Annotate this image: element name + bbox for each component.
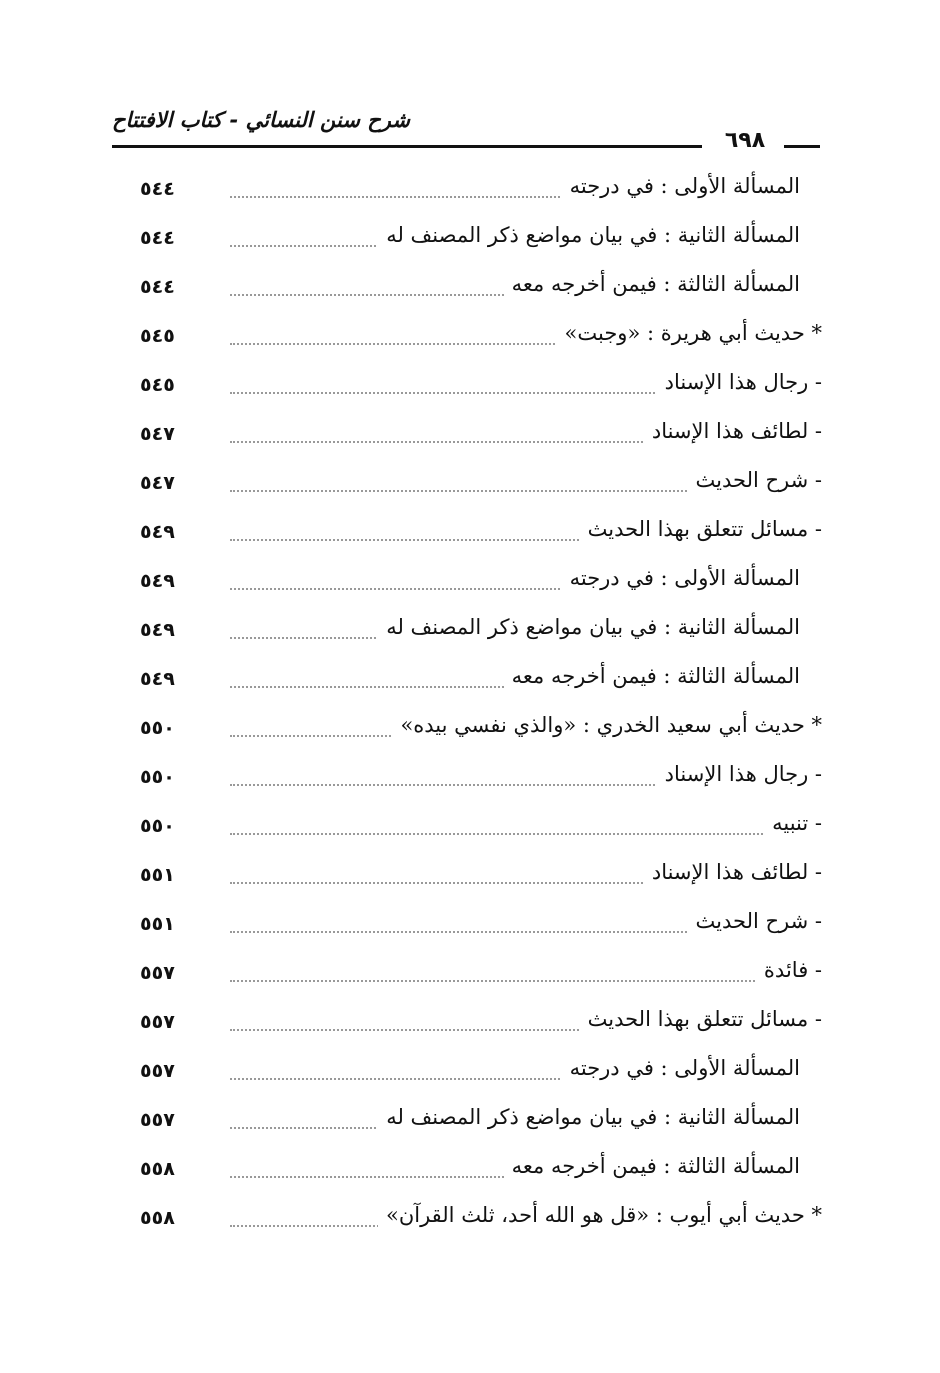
toc-entry-title: - لطائف هذا الإسناد (644, 860, 822, 884)
toc-page-number: ٥٤٤ (140, 178, 175, 200)
toc-page-number: ٥٥٠ (140, 717, 175, 739)
toc-entry (140, 368, 822, 408)
dot-leader (230, 978, 822, 982)
toc-entry (140, 858, 822, 898)
toc-entry-title: * حديث أبي سعيد الخدري : «والذي نفسي بيده» (392, 713, 822, 737)
toc-page-number: ٥٥١ (140, 913, 175, 935)
toc-page-number: ٥٥٧ (140, 1060, 175, 1082)
toc-entry-title: - مسائل تتعلق بهذا الحديث (580, 1007, 822, 1031)
toc-entry-title: - شرح الحديث (688, 909, 822, 933)
toc-page-number: ٥٤٥ (140, 325, 175, 347)
toc-entry (140, 172, 822, 212)
toc-entry-title: المسألة الثانية : في بيان مواضع ذكر المصنف له (378, 223, 800, 247)
toc-entry-title: - شرح الحديث (688, 468, 822, 492)
toc-entry-title: المسألة الثالثة : فيمن أخرجه معه (504, 1154, 800, 1178)
toc-page-number: ٥٤٩ (140, 570, 175, 592)
toc-entry-title: - لطائف هذا الإسناد (644, 419, 822, 443)
toc-page-number: ٥٤٧ (140, 472, 175, 494)
toc-entry (140, 760, 822, 800)
toc-entry (140, 417, 822, 457)
toc-entry-title: - تنبيه (764, 811, 822, 835)
toc-entry-title: المسألة الثانية : في بيان مواضع ذكر المصنف له (378, 615, 800, 639)
toc-entry (140, 221, 822, 261)
toc-entry-title: المسألة الأولى : في درجته (562, 1056, 800, 1080)
toc-entry (140, 515, 822, 555)
toc-page-number: ٥٤٩ (140, 668, 175, 690)
toc-page-number: ٥٥٨ (140, 1158, 175, 1180)
toc-entry-title: - رجال هذا الإسناد (657, 370, 822, 394)
page-header (112, 100, 820, 160)
toc-entry (140, 564, 822, 604)
header-rule-short (784, 145, 820, 148)
toc-page-number: ٥٤٤ (140, 276, 175, 298)
toc-entry (140, 613, 822, 653)
toc-page-number: ٥٤٤ (140, 227, 175, 249)
toc-entry (140, 1054, 822, 1094)
toc-entry (140, 1152, 822, 1192)
toc-entry (140, 466, 822, 506)
toc-entry-title: المسألة الأولى : في درجته (562, 566, 800, 590)
toc-entry-title: المسألة الأولى : في درجته (562, 174, 800, 198)
toc-entry-title: - فائدة (756, 958, 822, 982)
toc-page-number: ٥٤٩ (140, 619, 175, 641)
toc-page-number: ٥٤٩ (140, 521, 175, 543)
toc-entry (140, 270, 822, 310)
toc-entry (140, 956, 822, 996)
dot-leader (230, 831, 822, 835)
toc-entry-title: - رجال هذا الإسناد (657, 762, 822, 786)
running-title: شرح سنن النسائي - كتاب الافتتاح (112, 108, 410, 132)
toc-entry-title: المسألة الثالثة : فيمن أخرجه معه (504, 664, 800, 688)
toc-entry-title: المسألة الثانية : في بيان مواضع ذكر المصنف له (378, 1105, 800, 1129)
page-number: ٦٩٨ (724, 128, 766, 153)
toc-page-number: ٥٥١ (140, 864, 175, 886)
toc-entry (140, 711, 822, 751)
toc-entry-title: * حديث أبي أيوب : «قل هو الله أحد، ثلث القرآن» (378, 1203, 822, 1227)
toc-page-number: ٥٥٨ (140, 1207, 175, 1229)
toc-entry (140, 1005, 822, 1045)
header-rule (112, 145, 702, 148)
toc-entry (140, 809, 822, 849)
toc-page-number: ٥٤٥ (140, 374, 175, 396)
toc-page-number: ٥٥٧ (140, 1011, 175, 1033)
toc-entry (140, 1103, 822, 1143)
toc-entry-title: * حديث أبي هريرة : «وجبت» (557, 321, 822, 345)
toc-page-number: ٥٥٧ (140, 1109, 175, 1131)
toc-entry (140, 319, 822, 359)
toc-entry (140, 907, 822, 947)
toc-entry-title: - مسائل تتعلق بهذا الحديث (580, 517, 822, 541)
toc-page-number: ٥٥٠ (140, 766, 175, 788)
toc-entry (140, 1201, 822, 1241)
toc-page-number: ٥٥٧ (140, 962, 175, 984)
toc-page-number: ٥٥٠ (140, 815, 175, 837)
toc-entry-title: المسألة الثالثة : فيمن أخرجه معه (504, 272, 800, 296)
toc-entry (140, 662, 822, 702)
toc-page-number: ٥٤٧ (140, 423, 175, 445)
